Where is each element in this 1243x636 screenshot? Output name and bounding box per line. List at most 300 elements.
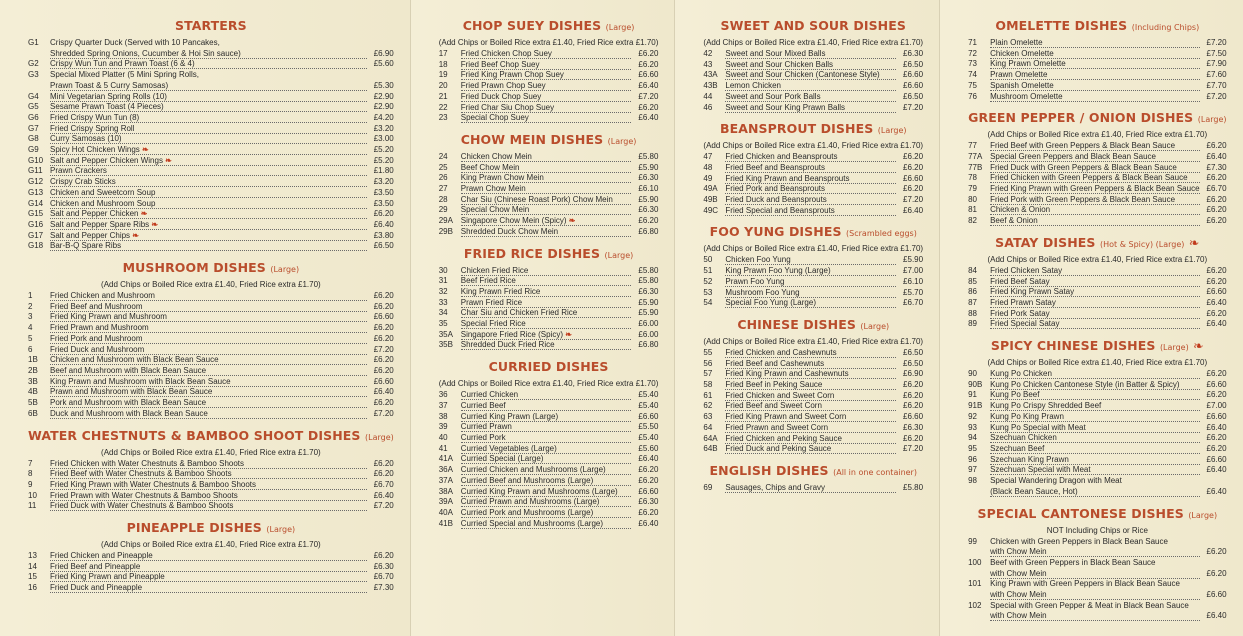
item-name-text: Fried King Prawn and Mushroom xyxy=(50,312,167,322)
menu-item xyxy=(28,345,394,356)
item-price: £6.20 xyxy=(1206,308,1227,318)
item-price: £6.30 xyxy=(903,49,924,58)
item-price: £6.20 xyxy=(1206,443,1227,453)
section-subtitle: (Large) xyxy=(1159,343,1189,353)
section-sweet-and-sour-dishes xyxy=(703,18,923,113)
item-name xyxy=(461,422,632,432)
item-code: 28 xyxy=(438,194,448,204)
item-name-text: Szechuan Special with Meat xyxy=(990,465,1091,475)
item-code: 22 xyxy=(438,102,448,112)
menu-item xyxy=(703,103,923,114)
item-code: 32 xyxy=(438,286,448,296)
item-price: £6.20 xyxy=(903,152,924,162)
item-name xyxy=(725,483,896,493)
item-name-text: Sweet and Sour Chicken Balls xyxy=(725,59,834,69)
item-name xyxy=(50,241,367,251)
item-name-text: Chicken and Mushroom Soup xyxy=(50,198,156,208)
item-code: G3 xyxy=(28,70,39,80)
item-code: 57 xyxy=(703,369,713,379)
item-name xyxy=(990,173,1199,183)
menu-item xyxy=(968,38,1226,49)
section-subtitle: (Large) xyxy=(270,265,300,275)
item-code: 17 xyxy=(438,49,448,58)
item-name xyxy=(50,562,367,572)
item-name-text: with Chow Mein xyxy=(990,590,1047,600)
item-code: 84 xyxy=(968,265,977,275)
item-name xyxy=(990,401,1199,411)
item-name-text: Pork and Mushroom with Black Bean Sauce xyxy=(50,398,207,408)
item-name-text: Curried Chicken xyxy=(460,390,519,400)
item-name-text: Beef Chow Mein xyxy=(460,162,520,172)
menu-item xyxy=(28,469,394,480)
item-code: 44 xyxy=(703,91,713,101)
item-price: £6.40 xyxy=(1206,611,1227,621)
item-name xyxy=(725,195,896,205)
item-code: G12 xyxy=(28,177,44,187)
item-code: 49 xyxy=(703,173,713,183)
item-price: £3.50 xyxy=(373,198,394,208)
item-code: 50 xyxy=(703,255,713,265)
item-code: 58 xyxy=(703,380,713,390)
item-name-text: Fried Duck with Water Chestnuts & Bamboo Shoots xyxy=(50,501,234,511)
menu-item xyxy=(439,113,659,124)
item-code: 90B xyxy=(968,379,983,389)
item-name-text: Fried Chicken Chop Suey xyxy=(460,49,552,58)
item-name xyxy=(50,572,367,582)
item-price: £6.20 xyxy=(373,291,394,301)
item-code: 37 xyxy=(438,400,448,410)
item-price: £3.20 xyxy=(373,123,394,133)
item-name xyxy=(461,401,632,411)
item-code: 21 xyxy=(438,91,448,101)
item-code: 88 xyxy=(968,308,977,318)
menu-item xyxy=(28,241,394,252)
item-name-text: Curried Pork xyxy=(460,432,506,442)
item-name xyxy=(725,423,896,433)
item-price: £6.40 xyxy=(373,219,394,229)
item-name-text: Fried Beef with Green Peppers & Black Bean Sauce xyxy=(990,141,1176,151)
item-price: £6.40 xyxy=(373,387,394,397)
item-code: 38A xyxy=(438,486,453,496)
item-name-text: Kung Po King Prawn xyxy=(990,411,1064,421)
item-price: £6.70 xyxy=(1206,184,1227,194)
menu-item xyxy=(439,266,659,277)
menu-item xyxy=(968,141,1226,152)
chili-icon: ❧ xyxy=(563,329,572,339)
item-name-text: Char Siu (Chinese Roast Pork) Chow Mein xyxy=(460,194,613,204)
section-mushroom-dishes xyxy=(28,260,394,419)
item-name xyxy=(990,195,1199,205)
item-price: £5.80 xyxy=(903,482,924,492)
menu-item xyxy=(439,422,659,433)
item-name xyxy=(50,59,367,69)
item-price: £6.40 xyxy=(638,518,659,528)
item-name-text: with Chow Mein xyxy=(990,547,1047,557)
section-note: (Add Chips or Boiled Rice extra £1.40, Fried Rice extra £1.70) xyxy=(987,130,1208,140)
section-green-pepper-onion-dishes xyxy=(968,110,1226,227)
section-english-dishes xyxy=(703,463,923,494)
menu-item xyxy=(968,81,1226,92)
section-title xyxy=(703,224,923,239)
menu-item xyxy=(28,366,394,377)
item-name-text: Prawn Toast & 5 Curry Samosas) xyxy=(50,80,169,90)
item-price: £7.20 xyxy=(903,102,924,112)
item-name xyxy=(461,519,632,529)
item-name xyxy=(50,377,367,387)
item-code: 38 xyxy=(438,411,448,421)
menu-item xyxy=(968,163,1226,174)
section-starters xyxy=(28,18,394,252)
item-name xyxy=(990,184,1199,194)
item-code: 16 xyxy=(28,583,37,593)
item-name-text: Fried King Prawn Chop Suey xyxy=(460,70,564,80)
menu-item xyxy=(703,81,923,92)
item-name xyxy=(461,298,632,308)
section-title xyxy=(703,121,923,136)
item-name xyxy=(50,156,367,166)
item-name xyxy=(50,199,367,209)
section-note: (Add Chips or Boiled Rice extra £1.40, Fried Rice extra £1.70) xyxy=(703,336,924,346)
item-name-text: Chicken & Onion xyxy=(990,205,1051,215)
item-name-text: Fried King Prawn and Pineapple xyxy=(50,572,165,582)
item-name-text: Fried Prawn and Mushroom xyxy=(50,323,149,333)
menu-item xyxy=(28,231,394,242)
item-name xyxy=(725,81,896,91)
menu-item xyxy=(439,60,659,71)
item-price: £2.90 xyxy=(373,91,394,101)
menu-item xyxy=(703,288,923,299)
item-price: £5.40 xyxy=(638,390,659,400)
item-name-text: Curried Special (Large) xyxy=(460,454,544,464)
item-price: £6.20 xyxy=(1206,141,1227,151)
chili-icon: ❧ xyxy=(162,155,172,165)
item-name xyxy=(725,206,896,216)
item-price: £6.60 xyxy=(1206,287,1227,297)
item-name xyxy=(990,298,1199,308)
item-price: £6.30 xyxy=(638,286,659,296)
menu-item xyxy=(968,59,1226,70)
menu-item xyxy=(968,455,1226,466)
item-code: 23 xyxy=(438,113,448,123)
section-title xyxy=(439,359,659,374)
item-name xyxy=(990,601,1200,612)
chili-icon: ❧ xyxy=(149,219,159,229)
item-price: £5.90 xyxy=(638,297,659,307)
section-title xyxy=(28,260,394,275)
menu-item xyxy=(968,70,1226,81)
item-name-text: Fried King Prawn and Cashewnuts xyxy=(725,369,849,379)
item-name xyxy=(990,319,1199,329)
item-price: £7.60 xyxy=(1206,70,1227,80)
section-subtitle: (Large) xyxy=(860,321,890,331)
item-price: £6.80 xyxy=(638,226,659,236)
menu-item xyxy=(28,501,394,512)
menu-item xyxy=(28,209,394,220)
item-code: 15 xyxy=(28,572,37,582)
menu-item xyxy=(968,487,1226,498)
menu-item xyxy=(28,409,394,420)
menu-item xyxy=(968,412,1226,423)
item-name-text: Fried Pork Satay xyxy=(990,308,1050,318)
section-title-text: ENGLISH DISHES xyxy=(709,462,829,478)
item-code: 6 xyxy=(28,344,33,354)
item-name-text: Fried King Prawn and Beansprouts xyxy=(725,173,850,183)
item-price: £6.50 xyxy=(903,347,924,357)
section-omelette-dishes xyxy=(968,18,1226,102)
item-name-text: Fried King Prawn Satay xyxy=(990,287,1075,297)
item-price: £5.20 xyxy=(373,145,394,155)
menu-item xyxy=(703,266,923,277)
item-code: 73 xyxy=(968,59,977,69)
item-name-text: Fried Beef and Beansprouts xyxy=(725,162,826,172)
item-name xyxy=(461,173,632,183)
section-title-text: SPECIAL CANTONESE DISHES xyxy=(977,505,1184,521)
item-price: £6.60 xyxy=(1206,379,1227,389)
item-price: £5.80 xyxy=(638,276,659,286)
item-price: £6.20 xyxy=(373,398,394,408)
item-name-text: Chicken and Sweetcorn Soup xyxy=(50,187,156,197)
item-price: £6.20 xyxy=(1206,205,1227,215)
item-name xyxy=(50,38,368,49)
item-name-text: Mushroom Foo Yung xyxy=(725,287,800,297)
item-name-text: Lemon Chicken xyxy=(725,81,781,91)
item-code: 48 xyxy=(703,162,713,172)
item-name xyxy=(990,49,1199,59)
menu-item xyxy=(703,174,923,185)
item-name-text: Fried King Prawn with Water Chestnuts & Bamboo Shoots xyxy=(50,479,257,489)
item-name xyxy=(50,70,368,81)
item-code: 77A xyxy=(968,151,983,161)
menu-item xyxy=(968,390,1226,401)
item-name-text: with Chow Mein xyxy=(990,568,1047,578)
item-price: £3.00 xyxy=(373,134,394,144)
item-code: 99 xyxy=(968,536,977,546)
item-name xyxy=(725,174,896,184)
item-name xyxy=(725,255,896,265)
item-name-text: Shredded Duck Fried Rice xyxy=(460,340,555,350)
menu-column-3 xyxy=(675,0,940,636)
item-code: 56 xyxy=(703,358,713,368)
item-code: 85 xyxy=(968,276,977,286)
item-name-text: Fried Beef and Mushroom xyxy=(50,301,143,311)
section-title-text: CHOW MEIN DISHES xyxy=(460,131,604,147)
item-price: £6.70 xyxy=(373,572,394,582)
item-price: £4.20 xyxy=(373,112,394,122)
item-code: 86 xyxy=(968,287,977,297)
item-name-text: Chicken Omelette xyxy=(990,48,1054,58)
item-name-text: Special Chow Mein xyxy=(460,205,530,215)
item-name-text: Prawn Foo Yung xyxy=(725,276,785,286)
menu-item xyxy=(439,390,659,401)
item-price: £6.20 xyxy=(903,433,924,443)
section-subtitle: (Large) xyxy=(364,432,394,442)
item-price: £6.60 xyxy=(638,486,659,496)
item-price: £7.20 xyxy=(373,501,394,511)
item-name xyxy=(50,209,367,219)
item-name xyxy=(725,298,896,308)
menu-item xyxy=(439,92,659,103)
item-price: £6.20 xyxy=(903,401,924,411)
section-subtitle: (Hot & Spicy) (Large) xyxy=(1100,239,1185,249)
menu-item xyxy=(439,205,659,216)
item-name-text: Shredded Spring Onions, Cucumber & Hoi Sin sauce) xyxy=(50,48,241,58)
item-price: £6.20 xyxy=(638,59,659,69)
item-code: 80 xyxy=(968,194,977,204)
item-price: £6.50 xyxy=(903,59,924,69)
menu-item xyxy=(439,49,659,60)
item-code: G7 xyxy=(28,123,39,133)
item-name-text: with Chow Mein xyxy=(990,611,1047,621)
item-name-text: Fried Chicken with Water Chestnuts & Bamboo Shoots xyxy=(50,458,245,468)
section-subtitle: (Scrambled eggs) xyxy=(846,229,917,239)
item-code: 26 xyxy=(438,173,448,183)
menu-item xyxy=(28,220,394,231)
item-price: £6.20 xyxy=(638,49,659,58)
item-price: £6.20 xyxy=(373,355,394,365)
menu-item xyxy=(968,433,1226,444)
item-name xyxy=(725,60,896,70)
section-note: (Add Chips or Boiled Rice extra £1.40, Fried Rice extra £1.70) xyxy=(703,38,924,47)
item-price: £6.20 xyxy=(638,216,659,226)
item-name-text: Chicken Chow Mein xyxy=(460,151,532,161)
menu-item xyxy=(703,359,923,370)
item-name-text: Curried Pork and Mushrooms (Large) xyxy=(460,507,594,517)
item-name xyxy=(990,369,1199,379)
item-code: 1B xyxy=(28,355,38,365)
item-name xyxy=(725,92,896,102)
item-price: £5.20 xyxy=(373,155,394,165)
item-name-text: Fried Special and Beansprouts xyxy=(725,205,835,215)
item-price: £6.20 xyxy=(373,551,394,561)
section-note: (Add Chips or Boiled Rice extra £1.40, Fried Rice extra £1.70) xyxy=(987,358,1208,368)
item-price: £6.40 xyxy=(638,81,659,91)
menu-item xyxy=(439,465,659,476)
item-code: 30 xyxy=(438,265,448,275)
item-price: £6.40 xyxy=(373,490,394,500)
item-name xyxy=(990,569,1199,579)
menu-item xyxy=(703,434,923,445)
section-fried-rice-dishes xyxy=(439,246,659,352)
item-name-text: Special Chop Suey xyxy=(460,113,529,123)
item-code: G13 xyxy=(28,187,44,197)
menu-item xyxy=(703,412,923,423)
item-name xyxy=(461,444,632,454)
section-pineapple-dishes xyxy=(28,520,394,594)
item-code: 14 xyxy=(28,561,37,571)
menu-item xyxy=(439,487,659,498)
menu-item xyxy=(703,483,923,494)
item-name xyxy=(50,459,367,469)
item-price: £6.30 xyxy=(638,205,659,215)
item-price: £6.40 xyxy=(1206,151,1227,161)
menu-column-4 xyxy=(940,0,1242,636)
item-price: £6.20 xyxy=(1206,369,1227,379)
item-name xyxy=(725,103,896,113)
item-price: £6.20 xyxy=(373,209,394,219)
menu-item xyxy=(28,156,394,167)
item-name xyxy=(461,195,632,205)
item-price: £5.90 xyxy=(638,308,659,318)
item-code: 49C xyxy=(703,205,719,215)
item-price: £6.30 xyxy=(903,422,924,432)
item-code: 29B xyxy=(438,226,453,236)
item-code: 10 xyxy=(28,490,37,500)
menu-item xyxy=(28,134,394,145)
menu-item xyxy=(439,308,659,319)
menu-item xyxy=(703,152,923,163)
item-name xyxy=(461,340,632,350)
item-name-text: Special Foo Yung (Large) xyxy=(725,298,816,308)
item-code: 3 xyxy=(28,312,33,322)
item-name-text: Fried Duck and Mushroom xyxy=(50,344,145,354)
item-name-text: Salt and Pepper Chicken xyxy=(50,209,139,219)
item-price: £6.60 xyxy=(1206,411,1227,421)
item-code: 11 xyxy=(28,501,37,511)
item-name-text: Prawn and Mushroom with Black Bean Sauce xyxy=(50,387,213,397)
item-price: £6.00 xyxy=(638,319,659,329)
item-name-text: Chicken with Green Peppers in Black Bean Sauce xyxy=(990,536,1168,546)
item-code: 49A xyxy=(703,184,718,194)
menu-item xyxy=(439,227,659,238)
item-name xyxy=(50,312,367,322)
item-name xyxy=(725,163,896,173)
item-name xyxy=(461,497,632,507)
menu-item xyxy=(28,199,394,210)
item-name xyxy=(50,166,367,176)
item-name-text: Salt and Pepper Chips xyxy=(50,230,131,240)
item-name-text: Fried Pork and Beansprouts xyxy=(725,184,826,194)
item-name-text: Fried Chicken and Sweet Corn xyxy=(725,390,835,400)
item-name-text: Fried Beef and Sweet Corn xyxy=(725,401,822,411)
section-title xyxy=(968,110,1226,125)
item-code: 54 xyxy=(703,298,713,308)
menu-item xyxy=(439,163,659,174)
item-price: £6.20 xyxy=(1206,194,1227,204)
item-code: 92 xyxy=(968,411,977,421)
item-price: £3.80 xyxy=(373,230,394,240)
item-name-text: Fried Duck with Green Peppers & Black Bean Sauce xyxy=(990,162,1177,172)
item-name-text: Szechuan Beef xyxy=(990,443,1045,453)
item-name xyxy=(990,412,1199,422)
menu-item xyxy=(968,547,1226,558)
item-price: £6.40 xyxy=(1206,465,1227,475)
item-price: £5.70 xyxy=(903,287,924,297)
item-name-text: Curried Vegetables (Large) xyxy=(460,443,557,453)
item-name xyxy=(725,412,896,422)
section-title-text: BEANSPROUT DISHES xyxy=(719,121,874,137)
item-code: 101 xyxy=(968,579,982,589)
item-name xyxy=(461,81,632,91)
item-name xyxy=(50,583,367,593)
item-name xyxy=(990,558,1200,569)
section-title xyxy=(28,520,394,535)
section-title xyxy=(968,235,1226,250)
item-name-text: Curried Chicken and Mushrooms (Large) xyxy=(460,465,606,475)
menu-item xyxy=(968,195,1226,206)
item-price: £3.50 xyxy=(373,187,394,197)
item-name-text: Fried Chicken and Cashewnuts xyxy=(725,347,837,357)
item-name xyxy=(725,277,896,287)
item-name xyxy=(461,508,632,518)
item-price: £6.80 xyxy=(638,340,659,350)
section-title-text: WATER CHESTNUTS & BAMBOO SHOOT DISHES xyxy=(28,427,361,443)
item-code: 43A xyxy=(703,70,718,80)
section-title-text: STARTERS xyxy=(174,18,247,33)
item-code: 82 xyxy=(968,216,977,226)
section-note: (Add Chips or Boiled Rice extra £1.40, Fried Rice extra £1.70) xyxy=(703,244,924,254)
item-name-text: Chicken and Mushroom with Black Bean Sauce xyxy=(50,355,219,365)
item-name xyxy=(461,433,632,443)
